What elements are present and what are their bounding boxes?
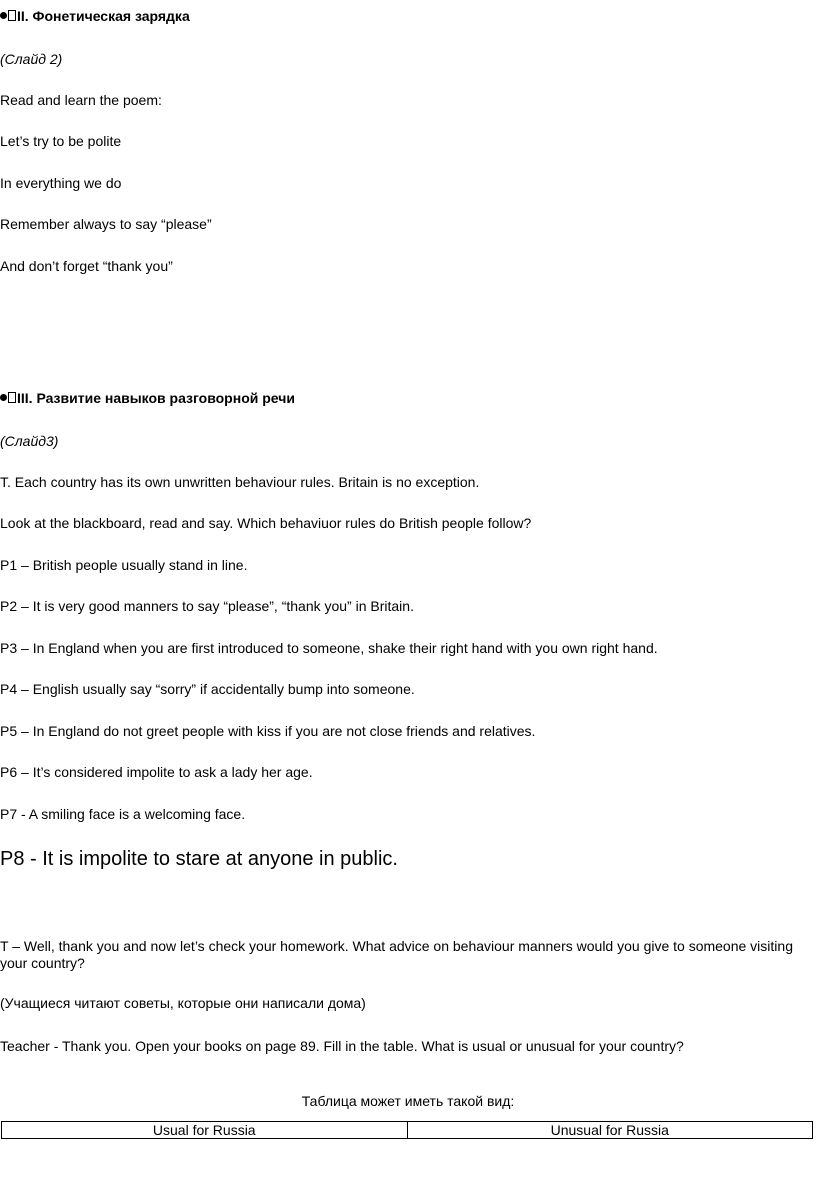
- pupil-line: P1 – British people usually stand in line.: [0, 557, 248, 573]
- pupil-line: P3 – In England when you are first introduced to someone, shake their right hand with you own right hand.: [0, 640, 658, 656]
- table-header-usual: Usual for Russia: [2, 1122, 408, 1139]
- poem-line: And don’t forget “thank you”: [0, 258, 173, 274]
- table-header-unusual: Unusual for Russia: [407, 1122, 813, 1139]
- poem-line: In everything we do: [0, 175, 122, 191]
- section-2-heading: [0, 8, 190, 25]
- pupil-line: P6 – It’s considered impolite to ask a lady her age.: [0, 764, 313, 780]
- section-3-slide: (Слайд3): [0, 433, 59, 449]
- poem-line: Remember always to say “please”: [0, 216, 212, 232]
- teacher-books-line: Teacher - Thank you. Open your books on page 89. Fill in the table. What is usual or unusual for your country?: [0, 1038, 684, 1054]
- poem-intro: Read and learn the poem:: [0, 92, 162, 108]
- pupil-line: P4 – English usually say “sorry” if accidentally bump into someone.: [0, 681, 415, 697]
- bullet-icon: [0, 394, 7, 401]
- teacher-line: T. Each country has its own unwritten behaviour rules. Britain is no exception.: [0, 474, 480, 490]
- table-caption: Таблица может иметь такой вид:: [301, 1093, 515, 1109]
- checkbox-glyph-icon: [8, 392, 16, 403]
- pupil-line: P5 – In England do not greet people with kiss if you are not close friends and relatives.: [0, 723, 536, 739]
- poem-line: Let’s try to be polite: [0, 133, 122, 149]
- students-note: (Учащиеся читают советы, которые они написали дома): [0, 995, 366, 1011]
- pupil-line-large: P8 - It is impolite to stare at anyone in public.: [0, 848, 398, 870]
- pupil-line: P2 – It is very good manners to say “please”, “thank you” in Britain.: [0, 598, 414, 614]
- section-2-title: II. Фонетическая зарядка: [17, 8, 190, 24]
- section-3-title: III. Развитие навыков разговорной речи: [17, 390, 295, 406]
- teacher-line: Look at the blackboard, read and say. Which behaviuor rules do British people follow?: [0, 515, 532, 531]
- usual-unusual-table: [1, 1121, 813, 1139]
- pupil-line: P7 - A smiling face is a welcoming face.: [0, 806, 246, 822]
- section-3-heading: [0, 390, 295, 407]
- homework-line: T – Well, thank you and now let’s check your homework. What advice on behaviour manners would you give to someone visiting your country?: [0, 938, 793, 971]
- bullet-icon: [0, 12, 7, 19]
- section-2-slide: (Слайд 2): [0, 51, 63, 67]
- checkbox-glyph-icon: [8, 10, 16, 21]
- table-row: [2, 1122, 813, 1139]
